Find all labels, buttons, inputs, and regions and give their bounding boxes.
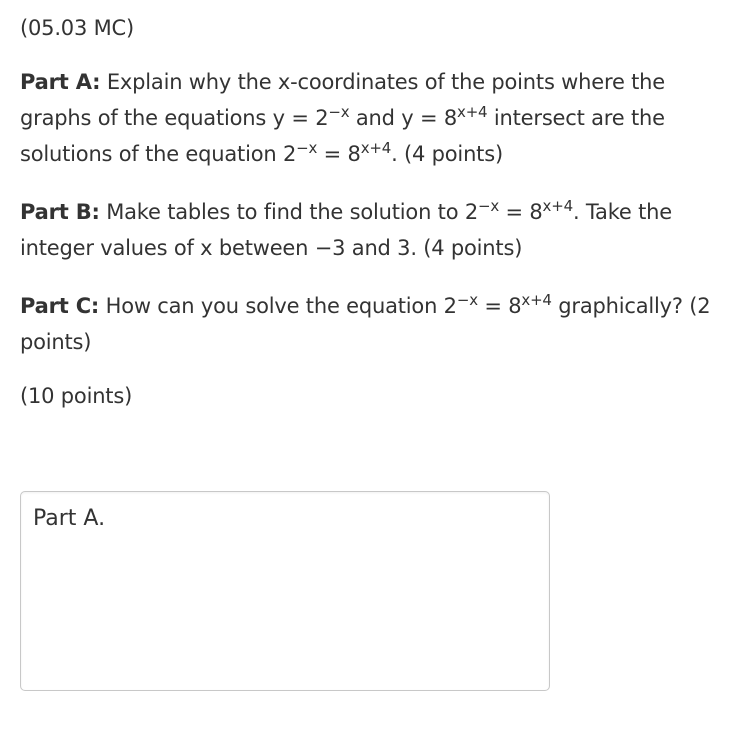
total-points: (10 points) [20,384,133,408]
part-c-text-3: graphically? (2 points) [20,294,711,354]
part-b-text-3: . Take the integer values of x between −3 and 3. (4 points) [20,200,672,260]
part-a-label: Part A: [20,70,101,94]
part-b-text-1: Make tables to find the solution to 2 [99,200,478,224]
part-a-text-4: = 8 [317,142,361,166]
part-a-text-2: and y = 8 [349,106,458,130]
part-a-text [20,64,735,172]
part-a-exponent-3: −x [296,138,318,157]
question-text [20,10,735,414]
part-a-text-3: intersect are the solutions of the equation 2 [20,106,665,166]
part-c-exponent-1: −x [456,290,478,309]
part-b-label: Part B: [20,200,100,224]
answer-textarea[interactable] [20,491,550,691]
part-c-text [20,288,735,360]
part-a-exponent-2: x+4 [457,102,488,121]
part-b-exponent-2: x+4 [542,196,573,215]
part-b-text [20,194,735,266]
part-a-text-1: Explain why the x-coordinates of the points where the graphs of the equations y = 2 [20,70,665,130]
part-c-text-1: How can you solve the equation 2 [99,294,457,318]
part-a-exponent-1: −x [328,102,350,121]
part-b-exponent-1: −x [477,196,500,215]
part-c-text-2: = 8 [477,294,522,318]
answer-value: Part A. [33,506,106,531]
part-c-exponent-2: x+4 [521,290,552,309]
question-code: (05.03 MC) [20,16,134,40]
part-c-label: Part C: [20,294,100,318]
part-b-text-2: = 8 [499,200,543,224]
part-a-text-5: . (4 points) [391,142,503,166]
part-a-exponent-4: x+4 [360,138,392,157]
